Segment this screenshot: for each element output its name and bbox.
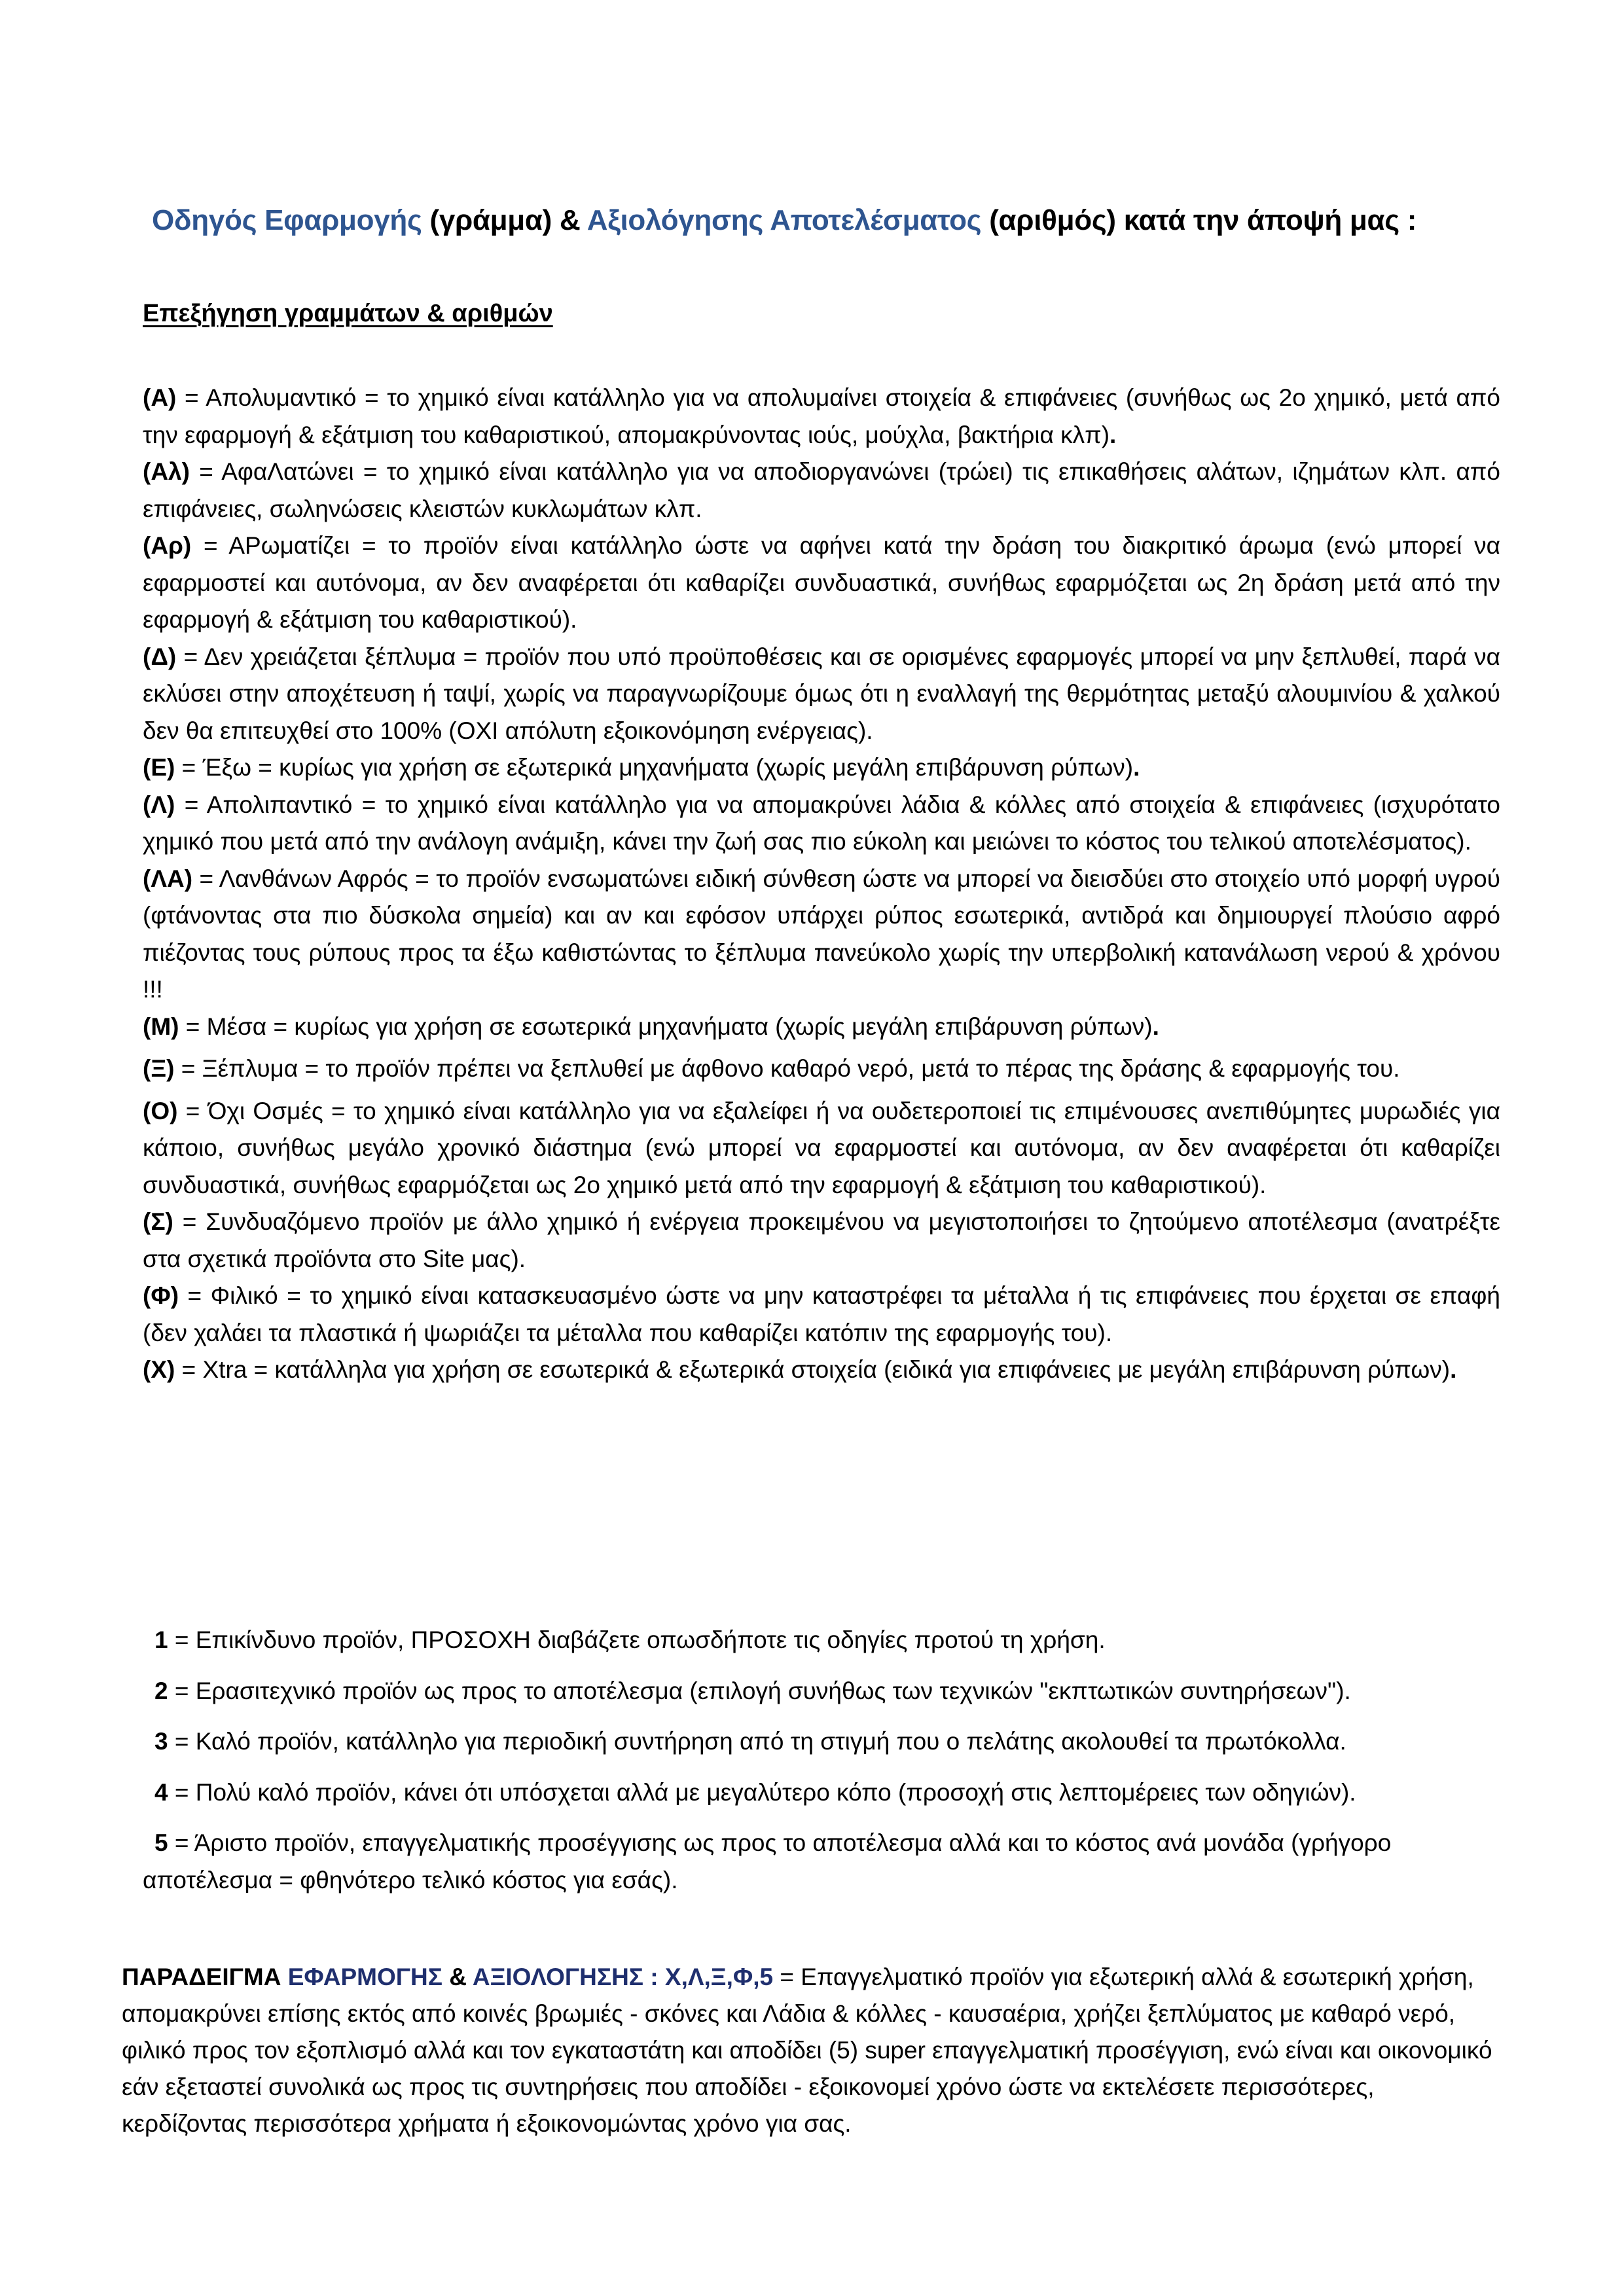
definition-item	[143, 861, 1500, 1009]
number-ratings-list	[143, 1622, 1500, 1912]
rating-item	[143, 1622, 1500, 1659]
definition-item	[143, 1278, 1500, 1352]
definition-text: = Δεν χρειάζεται ξέπλυμα = προϊόν που υπό προϋποθέσεις και σε ορισμένες εφαρμογές μπορεί να μην ξεπλυθεί, παρά να εκλύσει στην αποχέτευση ή ταψί, χωρίς να παραγνωρίζουμε όμως ότι η εναλλαγή της θερμότητας μεταξύ αλουμινίου & χαλκού δεν θα επιτευχθεί στο 100% (ΟΧΙ απόλυτη εξοικονόμηση ενέργειας).	[143, 643, 1500, 744]
rating-item	[143, 1673, 1500, 1710]
definition-item	[143, 1050, 1500, 1088]
definition-code: (Φ)	[143, 1282, 179, 1309]
title-application-guide: Οδηγός Εφαρμογής	[152, 204, 422, 236]
definition-code: (Σ)	[143, 1208, 173, 1235]
definition-item	[143, 454, 1500, 528]
definition-code: (Αρ)	[143, 532, 192, 559]
example-application: ΕΦΑΡΜΟΓΗΣ	[287, 1964, 442, 1990]
rating-text: = Πολύ καλό προϊόν, κάνει ότι υπόσχεται αλλά με μεγαλύτερο κόπο (προσοχή στις λεπτομέρειες των οδηγιών).	[168, 1778, 1356, 1806]
page-title	[152, 204, 1526, 237]
definition-text: = ΑΡωματίζει = το προϊόν είναι κατάλληλο ώστε να αφήνει κατά την δράση του διακριτικό άρωμα (ενώ μπορεί να εφαρμοστεί και αυτόνομα, αν δεν αναφέρεται ότι καθαρίζει συνδυαστικά, συνήθως εφαρμόζεται ως 2η δράση μετά από την εφαρμογή & εξάτμιση του καθαριστικού).	[143, 532, 1500, 633]
title-number-note: (αριθμός) κατά την άποψή μας :	[981, 204, 1417, 236]
definition-text: = Συνδυαζόμενο προϊόν με άλλο χημικό ή ενέργεια προκειμένου να μεγιστοποιήσει το ζητούμενο αποτέλεσμα (ανατρέξτε στα σχετικά προϊόντα στο Site μας).	[143, 1208, 1500, 1272]
definition-code: (ΛΑ)	[143, 865, 193, 892]
definition-code: (Λ)	[143, 791, 175, 818]
rating-item	[143, 1723, 1500, 1761]
definition-text: = Όχι Οσμές = το χημικό είναι κατάλληλο για να εξαλείφει ή να ουδετεροποιεί τις επιμένουσες ανεπιθύμητες μυρωδιές για κάποιο, συνήθως μεγάλο χρονικό διάστημα (ενώ μπορεί να εφαρμοστεί και αυτόνομα, αν δεν αναφέρεται ότι καθαρίζει συνδυαστικά, συνήθως εφαρμόζεται ως 2ο χημικό μετά από την εφαρμογή & εξάτμιση του καθαριστικού).	[143, 1097, 1500, 1198]
section-heading: Επεξήγηση γραμμάτων & αριθμών	[143, 300, 553, 327]
example-evaluation-codes: ΑΞΙΟΛΟΓΗΣΗΣ : Χ,Λ,Ξ,Φ,5	[472, 1964, 774, 1990]
definition-item	[143, 1009, 1500, 1046]
definition-item	[143, 787, 1500, 861]
definition-text: = Απολυμαντικό = το χημικό είναι κατάλληλο για να απολυμαίνει στοιχεία & επιφάνειες (συνήθως ως 2ο χημικό, μετά από την εφαρμογή & εξάτμιση του καθαριστικού, απομακρύνοντας ιούς, μούχλα, βακτήρια κλπ)	[143, 384, 1500, 448]
definition-text: = ΑφαΛατώνει = το χημικό είναι κατάλληλο για να αποδιοργανώνει (τρώει) τις επικαθήσεις αλάτων, ιζημάτων κλπ. από επιφάνειες, σωληνώσεις κλειστών κυκλωμάτων κλπ.	[143, 458, 1500, 522]
rating-item	[143, 1774, 1500, 1812]
rating-text: = Ερασιτεχνικό προϊόν ως προς το αποτέλεσμα (επιλογή συνήθως των τεχνικών "εκπτωτικών συντηρήσεων").	[168, 1677, 1351, 1704]
definition-item	[143, 749, 1500, 787]
definition-text: = Μέσα = κυρίως για χρήση σε εσωτερικά μηχανήματα (χωρίς μεγάλη επιβάρυνση ρύπων)	[179, 1013, 1153, 1040]
definition-item	[143, 1352, 1500, 1389]
definition-code: (Α)	[143, 384, 177, 411]
definition-text: = Έξω = κυρίως για χρήση σε εξωτερικά μηχανήματα (χωρίς μεγάλη επιβάρυνση ρύπων)	[175, 754, 1134, 781]
definition-text: = Ξέπλυμα = το προϊόν πρέπει να ξεπλυθεί με άφθονο καθαρό νερό, μετά το πέρας της δράσης & εφαρμογής του.	[174, 1055, 1400, 1082]
definition-end: .	[1133, 754, 1140, 781]
letter-definitions-list	[143, 380, 1500, 1389]
definition-end: .	[1110, 421, 1117, 448]
rating-text: = Επικίνδυνο προϊόν, ΠΡΟΣΟΧΗ διαβάζετε οπωσδήποτε τις οδηγίες προτού τη χρήση.	[168, 1626, 1106, 1653]
rating-number: 2	[154, 1677, 168, 1704]
rating-text: = Άριστο προϊόν, επαγγελματικής προσέγγισης ως προς το αποτέλεσμα αλλά και το κόστος ανά μονάδα (γρήγορο αποτέλεσμα = φθηνότερο τελικό κόστος για εσάς).	[143, 1829, 1392, 1893]
title-evaluation: Αξιολόγησης Αποτελέσματος	[586, 204, 982, 236]
rating-text: = Καλό προϊόν, κατάλληλο για περιοδική συντήρηση από τη στιγμή που ο πελάτης ακολουθεί τα πρωτόκολλα.	[168, 1728, 1346, 1755]
rating-number: 5	[154, 1829, 168, 1856]
definition-end: .	[1450, 1356, 1457, 1383]
definition-item	[143, 1204, 1500, 1278]
example-ampersand: &	[442, 1964, 473, 1990]
example-label: ΠΑΡΑΔΕΙΓΜΑ	[122, 1964, 288, 1990]
example-body: = Επαγγελματικό προϊόν για εξωτερική αλλά & εσωτερική χρήση, απομακρύνει επίσης εκτός από κοινές βρωμιές - σκόνες και Λάδια & κόλλες - καυσαέρια, χρήζει ξεπλύματος με καθαρό νερό, φιλικό προς τον εξοπλισμό αλλά και τον εγκαταστάτη και αποδίδει (5) super επαγγελματική προσέγγιση, ενώ είναι και οικονομικό εάν εξεταστεί συνολικά ως προς τις συντηρήσεις που αποδίδει - εξοικονομεί χρόνο ώστε να εκτελέσετε περισσότερες, κερδίζοντας περισσότερα χρήματα ή εξοικονομώντας χρόνο για σας.	[122, 1964, 1492, 2137]
example-paragraph	[122, 1959, 1496, 2142]
rating-number: 3	[154, 1728, 168, 1755]
definition-text: = Απολιπαντικό = το χημικό είναι κατάλληλο για να απομακρύνει λάδια & κόλλες από στοιχεία & επιφάνειες (ισχυρότατο χημικό που μετά από την ανάλογη ανάμιξη, κάνει την ζωή σας πιο εύκολη και μειώνει το κόστος του τελικού αποτελέσματος).	[143, 791, 1500, 855]
definition-item	[143, 639, 1500, 750]
definition-code: (Χ)	[143, 1356, 175, 1383]
rating-number: 1	[154, 1626, 168, 1653]
definition-text: = Xtra = κατάλληλα για χρήση σε εσωτερικά & εξωτερικά στοιχεία (ειδικά για επιφάνειες με μεγάλη επιβάρυνση ρύπων)	[175, 1356, 1451, 1383]
definition-item	[143, 528, 1500, 639]
definition-code: (Μ)	[143, 1013, 179, 1040]
title-letter-note: (γράμμα) &	[422, 204, 587, 236]
rating-number: 4	[154, 1778, 168, 1806]
rating-item	[143, 1825, 1500, 1899]
definition-code: (Ε)	[143, 754, 175, 781]
definition-item	[143, 380, 1500, 454]
definition-item	[143, 1093, 1500, 1204]
definition-code: (Ο)	[143, 1097, 178, 1124]
definition-text: = Λανθάνων Αφρός = το προϊόν ενσωματώνει ειδική σύνθεση ώστε να μπορεί να διεισδύει στο στοιχείο υπό μορφή υγρού (φτάνοντας στα πιο δύσκολα σημεία) και αν και εφόσον υπάρχει ρύπος εσωτερικά, αντιδρά και δημιουργεί πλούσιο αφρό πιέζοντας τους ρύπους προς τα έξω καθιστώντας το ξέπλυμα πανεύκολο χωρίς την υπερβολική κατανάλωση νερού & χρόνου !!!	[143, 865, 1500, 1003]
definition-code: (Αλ)	[143, 458, 190, 485]
definition-end: .	[1152, 1013, 1159, 1040]
definition-code: (Δ)	[143, 643, 177, 670]
definition-code: (Ξ)	[143, 1055, 175, 1082]
definition-text: = Φιλικό = το χημικό είναι κατασκευασμένο ώστε να μην καταστρέφει τα μέταλλα ή τις επιφάνειες που έρχεται σε επαφή (δεν χαλάει τα πλαστικά ή ψωριάζει τα μέταλλα που καθαρίζει κατόπιν της εφαρμογής του).	[143, 1282, 1500, 1346]
